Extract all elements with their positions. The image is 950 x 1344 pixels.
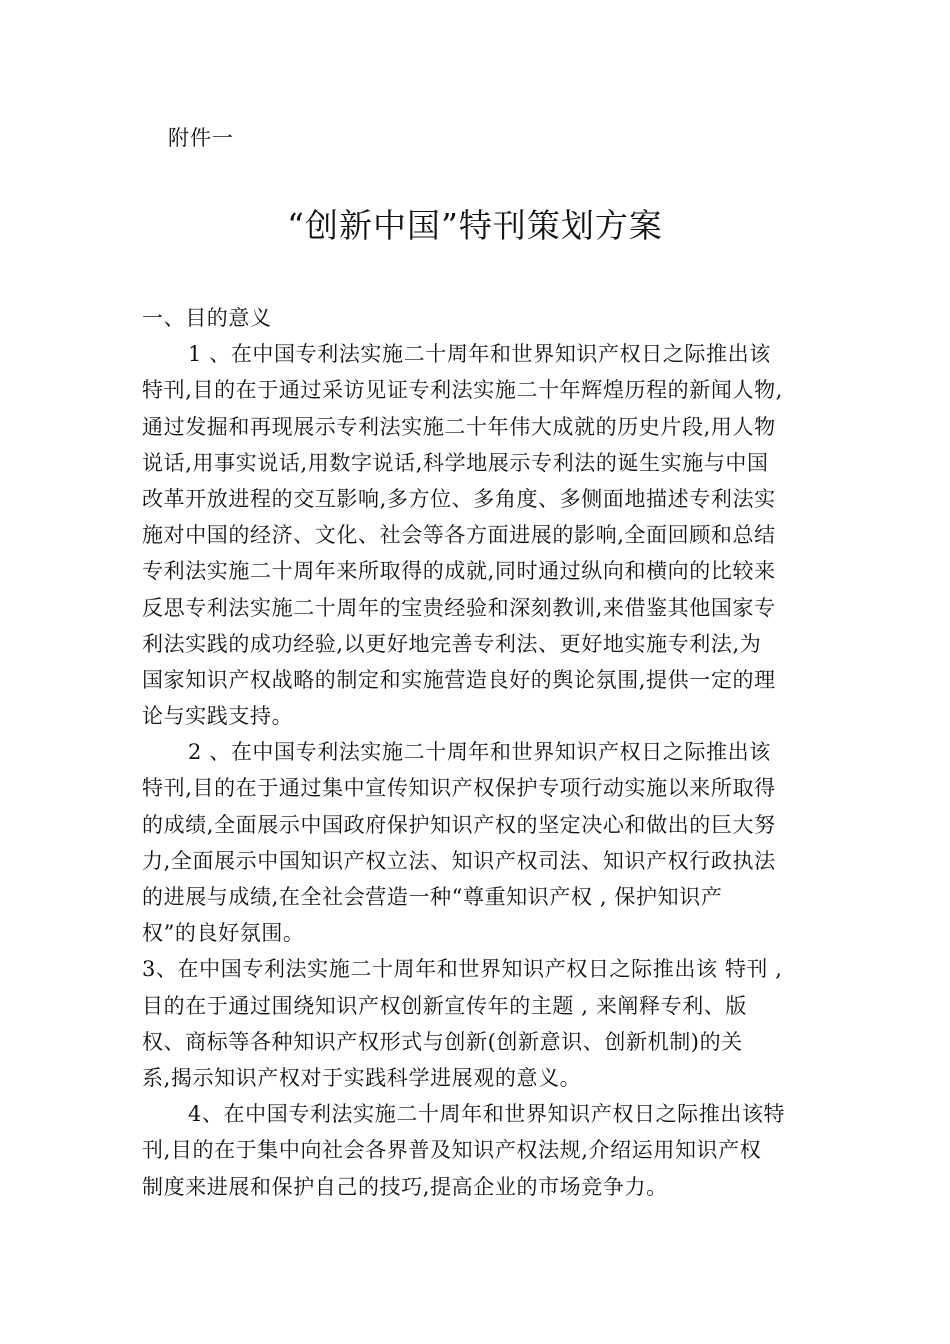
- paragraph-line: 特刊,目的在于通过采访见证专利法实施二十年辉煌历程的新闻人物,: [142, 378, 783, 403]
- paragraph-line: 系,揭示知识产权对于实践科学进展观的意义。: [142, 1065, 582, 1090]
- paragraph-line: 权”的良好氛围。: [142, 921, 305, 946]
- paragraph-line: 刊,目的在于集中向社会各界普及知识产权法规,介绍运用知识产权: [142, 1138, 762, 1163]
- section-heading: 一、目的意义: [142, 306, 272, 330]
- paragraph-line: 权、商标等各种知识产权形式与创新(创新意识、创新机制)的关: [142, 1029, 743, 1054]
- paragraph-line: 的成绩,全面展示中国政府保护知识产权的坚定决心和做出的巨大努: [142, 812, 776, 837]
- paragraph-line: 施对中国的经济、文化、社会等各方面进展的影响,全面回顾和总结: [142, 523, 776, 548]
- paragraph-line: 2 、在中国专利法实施二十周年和世界知识产权日之际推出该: [188, 740, 771, 765]
- paragraph-line: 特刊,目的在于通过集中宣传知识产权保护专项行动实施以来所取得: [142, 776, 776, 801]
- paragraph-line: 力,全面展示中国知识产权立法、知识产权司法、知识产权行政执法: [142, 848, 776, 873]
- paragraph-line: 3、在中国专利法实施二十周年和世界知识产权日之际推出该 特刊 ,: [142, 957, 783, 982]
- paragraph-line: 专利法实施二十周年来所取得的成就,同时通过纵向和横向的比较来: [142, 559, 776, 584]
- paragraph-line: 的进展与成绩,在全社会营造一种“尊重知识产权 , 保护知识产: [142, 885, 723, 909]
- paragraph-line: 通过发掘和再现展示专利法实施二十年伟大成就的历史片段,用人物: [142, 414, 776, 439]
- paragraph-line: 制度来进展和保护自己的技巧,提高企业的市场竞争力。: [142, 1174, 668, 1199]
- paragraph-line: 1 、在中国专利法实施二十周年和世界知识产权日之际推出该: [188, 342, 771, 367]
- paragraph-line: 改革开放进程的交互影响,多方位、多角度、多侧面地描述专利法实: [142, 486, 776, 511]
- paragraph-line: 说话,用事实说话,用数字说话,科学地展示专利法的诞生实施与中国: [142, 450, 769, 475]
- attachment-label: 附件一: [168, 126, 234, 150]
- document-title: “创新中国”特刊策划方案: [287, 206, 663, 245]
- paragraph-line: 国家知识产权战略的制定和实施营造良好的舆论氛围,提供一定的理: [142, 667, 776, 692]
- document-body: [142, 300, 812, 1205]
- paragraph-line: 论与实践支持。: [142, 704, 294, 729]
- paragraph-line: 目的在于通过围绕知识产权创新宣传年的主题 , 来阐释专利、版: [142, 993, 748, 1018]
- paragraph-line: 反思专利法实施二十周年的宝贵经验和深刻教训,来借鉴其他国家专: [142, 595, 776, 620]
- paragraph-line: 利法实践的成功经验,以更好地完善专利法、更好地实施专利法,为: [142, 631, 762, 656]
- paragraph-line: 4、在中国专利法实施二十周年和世界知识产权日之际推出该特: [188, 1102, 786, 1127]
